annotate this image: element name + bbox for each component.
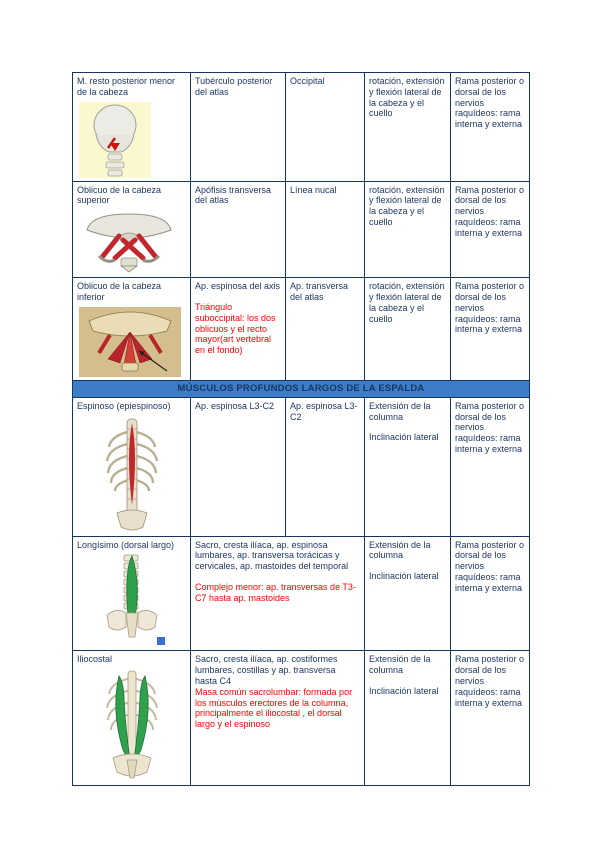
innervation-text: Rama posterior o dorsal de los nervios raquídeos: rama interna y externa <box>455 400 525 454</box>
muscle-name: Oblicuo de la cabeza superior <box>77 184 162 206</box>
origin-note: Complejo menor: ap. transversas de T3-C7 hasta ap. mastoides <box>195 581 356 603</box>
innervation-text: Rama posterior o dorsal de los nervios raquídeos: rama interna y externa <box>455 654 525 708</box>
innervation-cell <box>451 651 530 786</box>
origin-cell <box>191 181 286 278</box>
action-text: Extensión de la columna <box>369 654 431 676</box>
action-cell <box>365 397 451 536</box>
row-longisimo <box>73 536 530 651</box>
innervation-cell <box>451 536 530 651</box>
origin-insertion-text: Sacro, cresta ilíaca, ap. espinosa lumbares, ap. transversa torácicas y cervicales, ap. mastoides del temporal <box>195 539 349 572</box>
muscle-name: Longísimo (dorsal largo) <box>77 539 175 550</box>
innervation-text: Rama posterior o dorsal de los nervios raquídeos: rama interna y externa <box>455 76 525 130</box>
row-oblicuo-inferior <box>73 278 530 381</box>
muscle-name: Oblicuo de la cabeza inferior <box>77 281 162 302</box>
action-text-2: Inclinación lateral <box>369 685 439 696</box>
insertion-cell <box>286 278 365 381</box>
origin-insertion-cell <box>191 536 365 651</box>
origin-note: Masa común sacrolumbar: formada por los músculos erectores de la columna, principalmente el iliocostal , el dorsal largo y el espinoso <box>195 686 353 730</box>
muscle-table <box>72 72 530 786</box>
origin-text: Ap. espinosa L3-C2 <box>195 400 275 411</box>
insertion-cell <box>286 181 365 278</box>
origin-cell <box>191 73 286 182</box>
muscle-name: M. resto posterior menor de la cabeza <box>77 76 176 97</box>
action-text: rotación, extensión y flexión lateral de la cabeza y el cuello <box>369 184 445 227</box>
muscle-cell <box>73 536 191 651</box>
skull-posterior-illustration <box>79 102 151 178</box>
action-text: Extensión de la columna <box>369 400 431 422</box>
innervation-cell <box>451 181 530 278</box>
action-cell <box>365 73 451 182</box>
insertion-cell <box>286 397 365 536</box>
insertion-text: Línea nucal <box>290 184 337 195</box>
action-text-2: Inclinación lateral <box>369 432 439 443</box>
row-oblicuo-superior <box>73 181 530 278</box>
row-recto-posterior-menor <box>73 73 530 182</box>
action-cell <box>365 536 451 651</box>
muscle-cell <box>73 73 191 182</box>
origin-text: Tubérculo posterior del atlas <box>195 76 273 97</box>
insertion-text: Occipital <box>290 76 325 86</box>
section-header: MÚSCULOS PROFUNDOS LARGOS DE LA ESPALDA <box>73 380 530 397</box>
action-text: rotación, extensión y flexión lateral de la cabeza y el cuello <box>369 76 445 119</box>
muscle-cell <box>73 278 191 381</box>
muscle-name: Iliocostal <box>77 654 113 665</box>
innervation-text: Rama posterior o dorsal de los nervios raquídeos: rama interna y externa <box>455 281 525 335</box>
suboccipital-triangle-illustration <box>79 307 181 377</box>
origin-cell <box>191 278 286 381</box>
muscle-cell <box>73 397 191 536</box>
action-text: rotación, extensión y flexión lateral de la cabeza y el cuello <box>369 281 445 324</box>
action-text: Extensión de la columna <box>369 539 431 561</box>
insertion-cell <box>286 73 365 182</box>
origin-cell <box>191 397 286 536</box>
skull-base-muscles-illustration <box>79 210 179 274</box>
innervation-cell <box>451 278 530 381</box>
action-cell <box>365 651 451 786</box>
innervation-text: Rama posterior o dorsal de los nervios raquídeos: rama interna y externa <box>455 184 525 238</box>
iliocostalis-illustration <box>97 668 167 782</box>
muscle-name: Espinoso (epiespinoso) <box>77 400 171 411</box>
action-cell <box>365 278 451 381</box>
innervation-cell <box>451 73 530 182</box>
insertion-text: Ap. transversa del atlas <box>290 281 349 302</box>
row-iliocostal <box>73 651 530 786</box>
row-espinoso <box>73 397 530 536</box>
spinalis-ribcage-illustration <box>99 415 165 533</box>
origin-insertion-text: Sacro, cresta ilíaca, ap. costiformes lumbares, costillas y ap. transversa hasta C4 <box>195 654 338 686</box>
muscle-cell <box>73 181 191 278</box>
muscle-cell <box>73 651 191 786</box>
insertion-text: Ap. espinosa L3-C2 <box>290 400 358 422</box>
action-cell <box>365 181 451 278</box>
longissimus-illustration <box>93 553 171 647</box>
origin-text: Ap. espinosa del axis <box>195 281 281 292</box>
origin-text: Apófisis transversa del atlas <box>195 184 272 206</box>
innervation-cell <box>451 397 530 536</box>
blue-square-mark <box>157 637 165 645</box>
action-text-2: Inclinación lateral <box>369 571 439 582</box>
section-header-row <box>73 380 530 397</box>
origin-insertion-cell <box>191 651 365 786</box>
origin-note: Triángulo suboccipital: los dos oblicuos y el recto mayor(art vertebral en el fondo) <box>195 301 276 356</box>
innervation-text: Rama posterior o dorsal de los nervios raquídeos: rama interna y externa <box>455 539 525 593</box>
